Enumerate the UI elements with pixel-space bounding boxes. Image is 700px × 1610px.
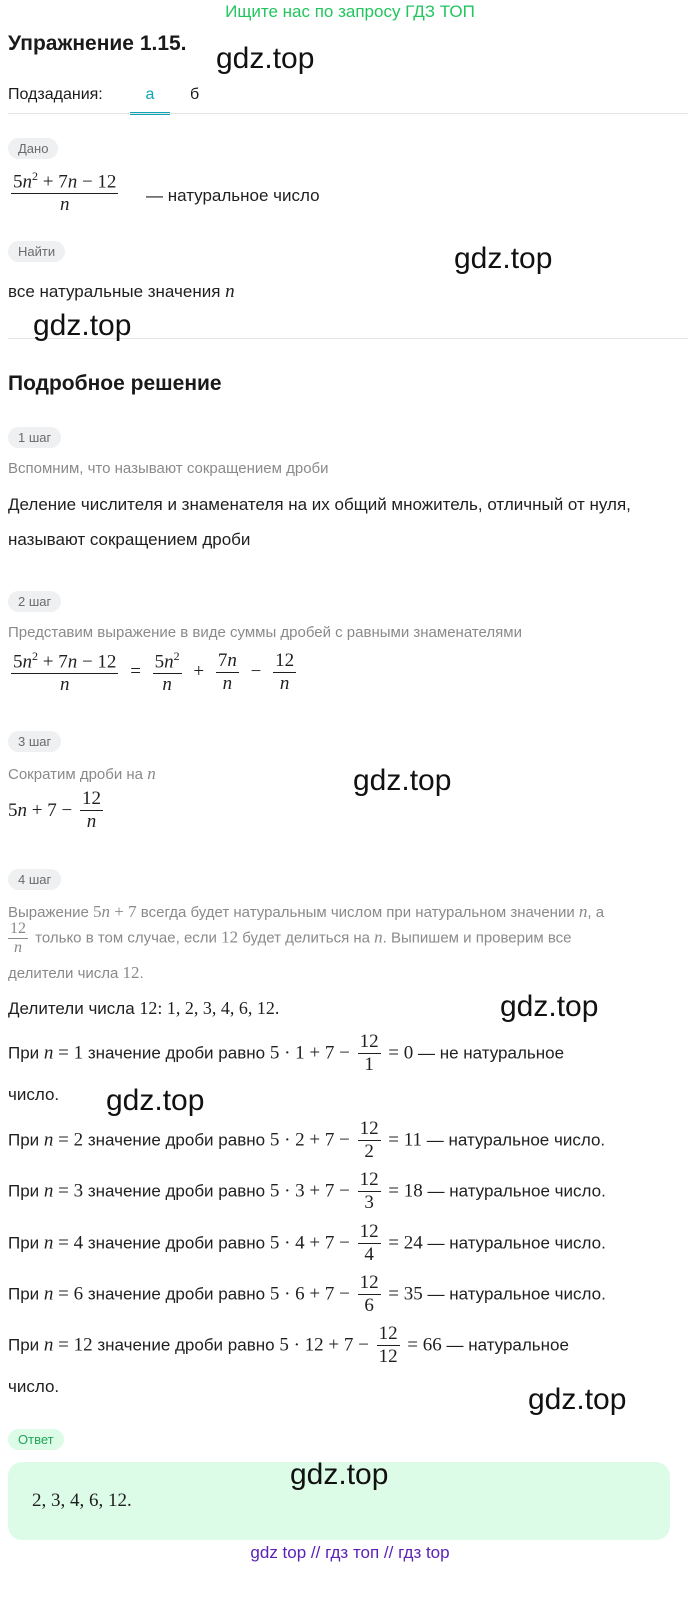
step-1-badge: 1 шаг — [8, 427, 61, 448]
step-3-badge: 3 шаг — [8, 731, 61, 752]
page-title: Упражнение 1.15. — [8, 32, 187, 55]
answer-badge: Ответ — [8, 1429, 64, 1450]
given-text: — натуральное число — [146, 186, 320, 205]
find-badge: Найти — [8, 241, 65, 262]
given-fraction: $\frac{5n^2 + 7n - 12}{n}$ — [13, 169, 117, 216]
step-2-badge: 2 шаг — [8, 591, 61, 612]
tab-b[interactable]: б — [190, 86, 200, 103]
check-row: При n = 4 значение дроби равно 5 · 4 + 7 − $\frac{12}{4}$ = 24 — натуральное число. — [8, 1221, 606, 1265]
check-row: При n = 2 значение дроби равно 5 · 2 + 7 − $\frac{12}{2}$ = 11 — натуральное число. — [8, 1118, 606, 1162]
check-row: При n = 12 значение дроби равно 5 · 12 + 7 − $\frac{12}{12}$ = 66 — натуральное — [8, 1323, 569, 1367]
watermark: gdz.top — [500, 990, 599, 1023]
step-2-hint: Представим выражение в виде суммы дробей с равными знаменателями — [8, 624, 522, 641]
step-1-line: называют сокращением дроби — [8, 530, 251, 549]
watermark: gdz.top — [454, 242, 553, 275]
divider — [8, 113, 688, 114]
watermark: gdz.top — [353, 764, 452, 797]
watermark: gdz.top — [528, 1383, 627, 1416]
step-1-line: Деление числителя и знаменателя на их общий множитель, отличный от нуля, — [8, 495, 631, 514]
find-text: все натуральные значения n — [8, 281, 235, 302]
step-4-badge: 4 шаг — [8, 869, 61, 890]
watermark: gdz.top — [216, 42, 315, 75]
answer-value: 2, 3, 4, 6, 12. — [32, 1490, 132, 1511]
check-row: При n = 6 значение дроби равно 5 · 6 + 7 − $\frac{12}{6}$ = 35 — натуральное число. — [8, 1272, 606, 1316]
check-row: При n = 3 значение дроби равно 5 · 3 + 7 − $\frac{12}{3}$ = 18 — натуральное число. — [8, 1169, 606, 1213]
step-1-hint: Вспомним, что называют сокращением дроби — [8, 460, 329, 477]
watermark: gdz.top — [33, 309, 132, 342]
section-title: Подробное решение — [8, 372, 222, 395]
check-row-continuation: число. — [8, 1085, 60, 1104]
subtasks-label: Подзадания: — [8, 86, 103, 103]
check-row-continuation: число. — [8, 1377, 60, 1396]
given-badge: Дано — [8, 138, 58, 159]
step-3-hint: Сократим дроби на n — [8, 764, 156, 783]
step-2-equation: $\frac{5n^2 + 7n - 12}{n}$ = $\frac{5n^2}{n}$ + $\frac{7n}{n}$ − $\frac{12}{n}$ — [13, 649, 295, 696]
step-3-expression: 5n + 7 − $\frac{12}{n}$ — [8, 788, 101, 832]
watermark: gdz.top — [290, 1458, 389, 1491]
footer-links[interactable]: gdz top // гдз топ // гдз top — [250, 1543, 450, 1562]
step-4-hint-line: делители числа 12. — [8, 963, 144, 982]
step-4-hint-line: Выражение 5n + 7 всегда будет натуральным числом при натуральном значении n, а — [8, 902, 605, 921]
check-row: При n = 1 значение дроби равно 5 · 1 + 7 − $\frac{12}{1}$ = 0 — не натуральное — [8, 1031, 565, 1075]
given-expression — [8, 170, 121, 216]
tab-a[interactable]: а — [145, 86, 155, 103]
watermark: gdz.top — [106, 1084, 205, 1117]
top-banner[interactable]: Ищите нас по запросу ГДЗ ТОП — [225, 2, 475, 21]
step-4-hint-line: $\frac{12}{n}$ только в том случае, если 12 будет делиться на n. Выпишем и проверим все — [10, 920, 572, 956]
divisors-line: Делители числа 12: 1, 2, 3, 4, 6, 12. — [8, 998, 280, 1018]
